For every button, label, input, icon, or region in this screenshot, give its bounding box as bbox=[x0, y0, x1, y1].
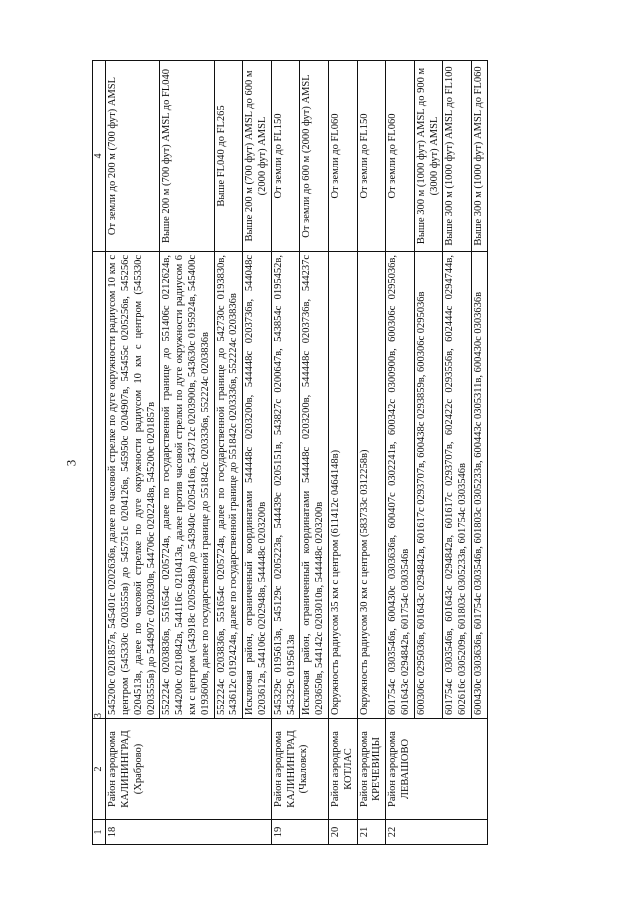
vertical-limits-cell: Выше 300 м (1000 фут) AMSL до FL060 bbox=[471, 61, 487, 252]
boundary-coordinates-cell: Окружность радиусом 35 км с центром (611412с 0464148в) bbox=[328, 252, 357, 719]
vertical-limits-cell: От земли до FL150 bbox=[357, 61, 386, 252]
row-number-cell: 19 bbox=[271, 820, 328, 845]
aerodrome-area-cell: Район аэродрома ЛЕВАШОВО bbox=[386, 719, 488, 820]
page-number: 3 bbox=[63, 459, 79, 467]
row-number-cell: 18 bbox=[106, 820, 272, 845]
table-row bbox=[386, 61, 415, 845]
aerodrome-area-cell: Район аэродрома КАЛИНИНГРАД (Чкаловск) bbox=[271, 719, 328, 820]
column-header-4: 4 bbox=[93, 61, 106, 252]
vertical-limits-cell: Выше 300 м (1000 фут) AMSL до FL100 bbox=[443, 61, 472, 252]
column-number-row bbox=[93, 61, 106, 845]
aerodrome-area-cell: Район аэродрома КАЛИНИНГРАД (Храброво) bbox=[106, 719, 272, 820]
boundary-coordinates-cell: 601754с 0303546в, 601643с 0294842в, 601617с 0293707в, 602422с 0293556в, 602444с 0294744в, 602616с 0305209в, 601803с 0305233в, 601754с 0303546в bbox=[443, 252, 472, 719]
row-number-cell: 21 bbox=[357, 820, 386, 845]
boundary-coordinates-cell: 601754с 0303546в, 600430с 0303636в, 600407с 0302241в, 600342с 0300900в, 600306с 0295036в, 601643с 0294842в, 601754с 0303546в bbox=[386, 252, 415, 719]
boundary-coordinates-cell: Окружность радиусом 30 км с центром (583733с 0312258в) bbox=[357, 252, 386, 719]
column-header-2: 2 bbox=[93, 719, 106, 820]
boundary-coordinates-cell: 552224с 0203836в, 551654с 0205724в, далее по государственной границе до 551406с 0212624в, 544200с 0210842в, 544116с 0210413в, далее против часовой стрелки по дуге окружности радиусом 6 км с центром (543918с 0205948в) до 543940с 0205416в, 543712с 0203900в, 543630с 0195924в, 545400с 0193600в, далее по государственной границе до 551842с 0203336в, 552224с 0203836в bbox=[160, 252, 214, 719]
aerodrome-area-cell: Район аэродрома КРЕЧЕВИЦЫ bbox=[357, 719, 386, 820]
row-number-cell: 22 bbox=[386, 820, 488, 845]
table-row bbox=[357, 61, 386, 845]
boundary-coordinates-cell: 600306с 0295036в, 601643с 0294842в, 601617с 0293707в, 600438с 0293859в, 600306с 0295036в bbox=[414, 252, 443, 719]
table-row bbox=[106, 61, 160, 845]
row-number-cell: 20 bbox=[328, 820, 357, 845]
airspace-table-container bbox=[92, 65, 612, 845]
vertical-limits-cell: Выше 300 м (1000 фут) AMSL до 900 м (3000 фут) AMSL bbox=[414, 61, 443, 252]
airspace-table bbox=[92, 60, 488, 845]
boundary-coordinates-cell: 552224с 0203836в, 551654с 0205724в, далее по государственной границе до 542730с 0193830в, 543612с 0192424в, далее по государственной границе до 551842с 0203336в, 552224с 0203836в bbox=[214, 252, 243, 719]
column-header-3: 3 bbox=[93, 252, 106, 719]
boundary-coordinates-cell: 545329с 0195613в, 545129с 0205223в, 544439с 0205151в, 543827с 0200647в, 543854с 0195452в, 545329с 0195613в bbox=[271, 252, 300, 719]
boundary-coordinates-cell: Исключая район, ограниченный координатами 544448с 0203200в, 544448с 0203736в, 544048с 0203612в, 544106с 0202948в, 544448с 0203200в bbox=[243, 252, 272, 719]
table-row bbox=[271, 61, 300, 845]
vertical-limits-cell: От земли до 600 м (2000 фут) AMSL bbox=[300, 61, 329, 252]
table-row bbox=[328, 61, 357, 845]
vertical-limits-cell: От земли до FL150 bbox=[271, 61, 300, 252]
boundary-coordinates-cell: 600430с 0303636в, 601754с 0303546в, 601803с 0305233в, 600443с 0305311в, 600430с 0303636в bbox=[471, 252, 487, 719]
vertical-limits-cell: Выше 200 м (700 фут) AMSL до FL040 bbox=[160, 61, 214, 252]
vertical-limits-cell: Выше 200 м (700 фут) AMSL до 600 м (2000 фут) AMSL bbox=[243, 61, 272, 252]
column-header-1: 1 bbox=[93, 820, 106, 845]
table-body bbox=[106, 61, 488, 845]
vertical-limits-cell: Выше FL040 до FL265 bbox=[214, 61, 243, 252]
vertical-limits-cell: От земли до 200 м (700 фут) AMSL bbox=[106, 61, 160, 252]
aerodrome-area-cell: Район аэродрома КОТЛАС bbox=[328, 719, 357, 820]
vertical-limits-cell: От земли до FL060 bbox=[386, 61, 415, 252]
vertical-limits-cell: От земли до FL060 bbox=[328, 61, 357, 252]
boundary-coordinates-cell: 545200с 0201857в, 545401с 0202636в, далее по часовой стрелке по дуге окружности радиусом 10 км с центром (545330с 0203555в) до 545751с 0204126в, 545950с 0204907в, 545455с 0205256в, 545256с 0204513в, далее по часовой стрелке по дуге окружности радиусом 10 км с центром (545330с 0203555в) до 544907с 0203030в, 544706с 0202248в, 545200с 0201857в bbox=[106, 252, 160, 719]
boundary-coordinates-cell: Исключая район, ограниченный координатами 544448с 0203200в, 544448с 0203736в, 544237с 0203650в, 544142с 0203010в, 544448с 0203200в bbox=[300, 252, 329, 719]
